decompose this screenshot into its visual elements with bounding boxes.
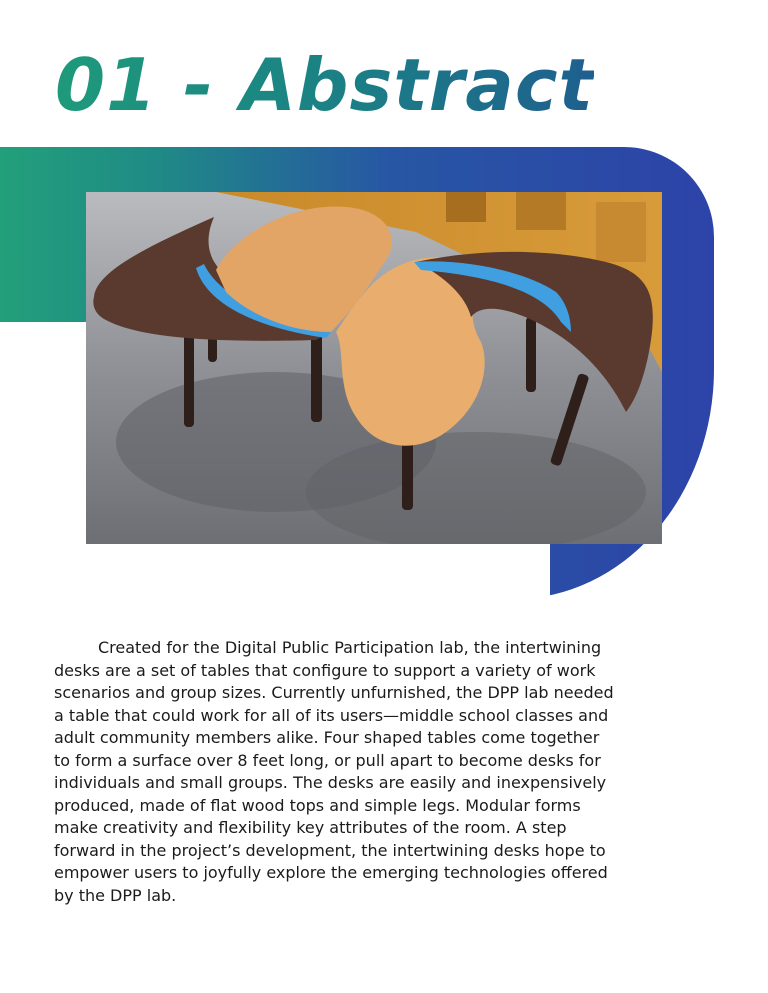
abstract-paragraph: Created for the Digital Public Participation lab, the intertwining desks are a set of tables that configure to support a variety of work scenarios and group sizes. Currently unfurnished, the DPP lab needed a table that could work for all of its users—middle school classes and adult community members alike. Four shaped tables come together to form a surface over 8 feet long, or pull apart to become desks for individuals and small groups. The desks are easily and inexpensively produced, made of flat wood tops and simple legs. Modular forms make creativity and flexibility key attributes of the room. A step forward in the project’s development, the intertwining desks hope to empower users to joyfully explore the emerging technologies offered by the DPP lab. <box>54 638 614 905</box>
desk-leg <box>184 332 194 427</box>
page-title: 01 - Abstract <box>55 40 594 130</box>
chair-back <box>596 202 646 262</box>
desk-leg <box>402 442 413 510</box>
desk-leg <box>526 317 536 392</box>
chair-back <box>446 192 486 222</box>
band-notch-bottom <box>0 544 550 604</box>
desk-photo <box>86 192 662 544</box>
desk-leg <box>311 332 322 422</box>
desk-photo-illustration <box>86 192 662 544</box>
chair-back <box>516 192 566 230</box>
